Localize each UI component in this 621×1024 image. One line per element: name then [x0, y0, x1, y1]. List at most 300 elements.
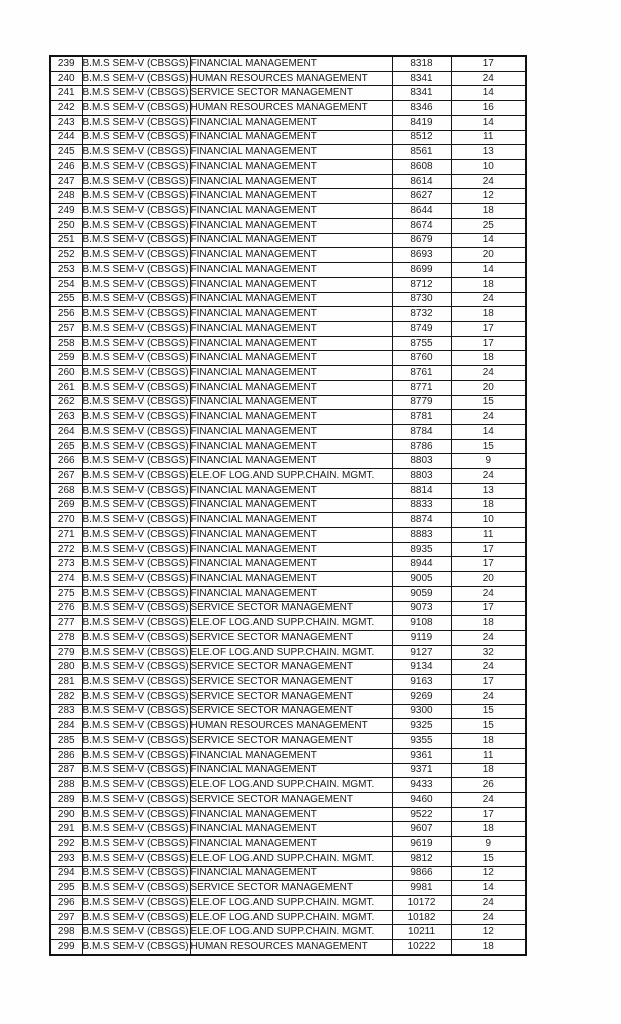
table-row — [50, 351, 526, 366]
cell-subject: FINANCIAL MANAGEMENT — [190, 366, 392, 381]
cell-course: B.M.S SEM-V (CBSGS) — [82, 86, 190, 101]
cell-course: B.M.S SEM-V (CBSGS) — [82, 719, 190, 734]
cell-course: B.M.S SEM-V (CBSGS) — [82, 483, 190, 498]
table-row — [50, 336, 526, 351]
table-row — [50, 763, 526, 778]
cell-seat-no: 9005 — [392, 572, 451, 587]
cell-seat-no: 8771 — [392, 380, 451, 395]
cell-seat-no: 10182 — [392, 910, 451, 925]
cell-sr-no: 243 — [50, 115, 82, 130]
cell-seat-no: 9073 — [392, 601, 451, 616]
cell-subject: SERVICE SECTOR MANAGEMENT — [190, 734, 392, 749]
cell-course: B.M.S SEM-V (CBSGS) — [82, 601, 190, 616]
cell-course: B.M.S SEM-V (CBSGS) — [82, 645, 190, 660]
cell-marks: 18 — [451, 277, 526, 292]
cell-marks: 24 — [451, 660, 526, 675]
table-row — [50, 734, 526, 749]
table-row — [50, 101, 526, 116]
cell-seat-no: 9269 — [392, 689, 451, 704]
cell-subject: FINANCIAL MANAGEMENT — [190, 866, 392, 881]
cell-course: B.M.S SEM-V (CBSGS) — [82, 101, 190, 116]
cell-subject: FINANCIAL MANAGEMENT — [190, 483, 392, 498]
cell-marks: 14 — [451, 424, 526, 439]
cell-seat-no: 9134 — [392, 660, 451, 675]
cell-seat-no: 9119 — [392, 631, 451, 646]
cell-marks: 18 — [451, 734, 526, 749]
cell-sr-no: 264 — [50, 424, 82, 439]
cell-course: B.M.S SEM-V (CBSGS) — [82, 366, 190, 381]
cell-marks: 17 — [451, 336, 526, 351]
cell-marks: 20 — [451, 380, 526, 395]
cell-seat-no: 8755 — [392, 336, 451, 351]
cell-course: B.M.S SEM-V (CBSGS) — [82, 881, 190, 896]
cell-subject: FINANCIAL MANAGEMENT — [190, 395, 392, 410]
cell-course: B.M.S SEM-V (CBSGS) — [82, 660, 190, 675]
cell-marks: 13 — [451, 483, 526, 498]
table-row — [50, 439, 526, 454]
cell-course: B.M.S SEM-V (CBSGS) — [82, 233, 190, 248]
cell-seat-no: 9460 — [392, 792, 451, 807]
cell-course: B.M.S SEM-V (CBSGS) — [82, 586, 190, 601]
table-row — [50, 704, 526, 719]
cell-sr-no: 276 — [50, 601, 82, 616]
cell-seat-no: 10211 — [392, 925, 451, 940]
cell-seat-no: 9127 — [392, 645, 451, 660]
cell-subject: SERVICE SECTOR MANAGEMENT — [190, 792, 392, 807]
results-table-body — [50, 56, 526, 955]
cell-subject: FINANCIAL MANAGEMENT — [190, 307, 392, 322]
table-row — [50, 675, 526, 690]
cell-sr-no: 272 — [50, 542, 82, 557]
cell-marks: 20 — [451, 248, 526, 263]
cell-sr-no: 249 — [50, 204, 82, 219]
cell-subject: HUMAN RESOURCES MANAGEMENT — [190, 940, 392, 955]
cell-sr-no: 298 — [50, 925, 82, 940]
cell-course: B.M.S SEM-V (CBSGS) — [82, 910, 190, 925]
cell-sr-no: 275 — [50, 586, 82, 601]
table-row — [50, 233, 526, 248]
cell-marks: 24 — [451, 910, 526, 925]
cell-marks: 18 — [451, 307, 526, 322]
cell-sr-no: 280 — [50, 660, 82, 675]
cell-sr-no: 259 — [50, 351, 82, 366]
cell-sr-no: 261 — [50, 380, 82, 395]
cell-marks: 32 — [451, 645, 526, 660]
cell-subject: ELE.OF LOG.AND SUPP.CHAIN. MGMT. — [190, 778, 392, 793]
table-row — [50, 380, 526, 395]
cell-sr-no: 268 — [50, 483, 82, 498]
cell-sr-no: 286 — [50, 748, 82, 763]
cell-seat-no: 10172 — [392, 895, 451, 910]
table-row — [50, 528, 526, 543]
cell-subject: FINANCIAL MANAGEMENT — [190, 572, 392, 587]
cell-subject: FINANCIAL MANAGEMENT — [190, 233, 392, 248]
cell-seat-no: 8944 — [392, 557, 451, 572]
cell-marks: 24 — [451, 469, 526, 484]
cell-seat-no: 8614 — [392, 174, 451, 189]
cell-subject: FINANCIAL MANAGEMENT — [190, 204, 392, 219]
table-row — [50, 881, 526, 896]
cell-course: B.M.S SEM-V (CBSGS) — [82, 218, 190, 233]
cell-subject: FINANCIAL MANAGEMENT — [190, 218, 392, 233]
table-row — [50, 719, 526, 734]
cell-course: B.M.S SEM-V (CBSGS) — [82, 410, 190, 425]
cell-subject: FINANCIAL MANAGEMENT — [190, 528, 392, 543]
cell-subject: SERVICE SECTOR MANAGEMENT — [190, 631, 392, 646]
cell-sr-no: 284 — [50, 719, 82, 734]
cell-course: B.M.S SEM-V (CBSGS) — [82, 689, 190, 704]
cell-marks: 12 — [451, 866, 526, 881]
cell-sr-no: 258 — [50, 336, 82, 351]
cell-seat-no: 9619 — [392, 837, 451, 852]
cell-seat-no: 8749 — [392, 321, 451, 336]
table-row — [50, 248, 526, 263]
cell-marks: 17 — [451, 557, 526, 572]
cell-seat-no: 8814 — [392, 483, 451, 498]
table-row — [50, 307, 526, 322]
cell-subject: SERVICE SECTOR MANAGEMENT — [190, 704, 392, 719]
cell-subject: FINANCIAL MANAGEMENT — [190, 748, 392, 763]
cell-subject: ELE.OF LOG.AND SUPP.CHAIN. MGMT. — [190, 616, 392, 631]
table-row — [50, 851, 526, 866]
table-row — [50, 895, 526, 910]
cell-subject: SERVICE SECTOR MANAGEMENT — [190, 675, 392, 690]
cell-seat-no: 8730 — [392, 292, 451, 307]
cell-course: B.M.S SEM-V (CBSGS) — [82, 263, 190, 278]
table-row — [50, 174, 526, 189]
cell-sr-no: 250 — [50, 218, 82, 233]
table-row — [50, 395, 526, 410]
cell-seat-no: 8874 — [392, 513, 451, 528]
table-row — [50, 424, 526, 439]
cell-marks: 10 — [451, 513, 526, 528]
cell-sr-no: 251 — [50, 233, 82, 248]
table-row — [50, 910, 526, 925]
cell-sr-no: 245 — [50, 145, 82, 160]
cell-sr-no: 254 — [50, 277, 82, 292]
cell-sr-no: 269 — [50, 498, 82, 513]
cell-seat-no: 8883 — [392, 528, 451, 543]
cell-marks: 11 — [451, 130, 526, 145]
table-row — [50, 601, 526, 616]
cell-sr-no: 271 — [50, 528, 82, 543]
cell-sr-no: 240 — [50, 71, 82, 86]
cell-seat-no: 8699 — [392, 263, 451, 278]
table-row — [50, 483, 526, 498]
results-table — [49, 55, 527, 956]
cell-marks: 18 — [451, 204, 526, 219]
table-row — [50, 822, 526, 837]
cell-sr-no: 296 — [50, 895, 82, 910]
cell-course: B.M.S SEM-V (CBSGS) — [82, 616, 190, 631]
cell-course: B.M.S SEM-V (CBSGS) — [82, 174, 190, 189]
table-row — [50, 115, 526, 130]
cell-seat-no: 8833 — [392, 498, 451, 513]
cell-marks: 16 — [451, 101, 526, 116]
cell-subject: FINANCIAL MANAGEMENT — [190, 763, 392, 778]
cell-subject: FINANCIAL MANAGEMENT — [190, 292, 392, 307]
cell-seat-no: 8341 — [392, 86, 451, 101]
cell-sr-no: 260 — [50, 366, 82, 381]
table-row — [50, 645, 526, 660]
cell-seat-no: 8627 — [392, 189, 451, 204]
table-row — [50, 792, 526, 807]
cell-marks: 18 — [451, 822, 526, 837]
cell-seat-no: 9300 — [392, 704, 451, 719]
cell-subject: FINANCIAL MANAGEMENT — [190, 56, 392, 71]
cell-course: B.M.S SEM-V (CBSGS) — [82, 160, 190, 175]
cell-course: B.M.S SEM-V (CBSGS) — [82, 424, 190, 439]
cell-marks: 15 — [451, 395, 526, 410]
cell-course: B.M.S SEM-V (CBSGS) — [82, 763, 190, 778]
table-row — [50, 572, 526, 587]
cell-marks: 18 — [451, 351, 526, 366]
cell-seat-no: 8346 — [392, 101, 451, 116]
table-row — [50, 748, 526, 763]
cell-course: B.M.S SEM-V (CBSGS) — [82, 528, 190, 543]
cell-marks: 14 — [451, 233, 526, 248]
cell-sr-no: 277 — [50, 616, 82, 631]
cell-course: B.M.S SEM-V (CBSGS) — [82, 822, 190, 837]
cell-marks: 9 — [451, 837, 526, 852]
cell-subject: SERVICE SECTOR MANAGEMENT — [190, 881, 392, 896]
table-row — [50, 292, 526, 307]
table-row — [50, 160, 526, 175]
cell-subject: FINANCIAL MANAGEMENT — [190, 837, 392, 852]
cell-course: B.M.S SEM-V (CBSGS) — [82, 380, 190, 395]
cell-seat-no: 8512 — [392, 130, 451, 145]
cell-sr-no: 247 — [50, 174, 82, 189]
cell-course: B.M.S SEM-V (CBSGS) — [82, 792, 190, 807]
cell-subject: ELE.OF LOG.AND SUPP.CHAIN. MGMT. — [190, 851, 392, 866]
cell-marks: 24 — [451, 71, 526, 86]
cell-marks: 18 — [451, 616, 526, 631]
table-row — [50, 778, 526, 793]
cell-course: B.M.S SEM-V (CBSGS) — [82, 56, 190, 71]
cell-seat-no: 9325 — [392, 719, 451, 734]
cell-course: B.M.S SEM-V (CBSGS) — [82, 321, 190, 336]
cell-sr-no: 239 — [50, 56, 82, 71]
cell-course: B.M.S SEM-V (CBSGS) — [82, 866, 190, 881]
cell-subject: FINANCIAL MANAGEMENT — [190, 263, 392, 278]
cell-marks: 18 — [451, 763, 526, 778]
cell-sr-no: 253 — [50, 263, 82, 278]
cell-subject: FINANCIAL MANAGEMENT — [190, 115, 392, 130]
cell-course: B.M.S SEM-V (CBSGS) — [82, 454, 190, 469]
cell-sr-no: 285 — [50, 734, 82, 749]
cell-seat-no: 8779 — [392, 395, 451, 410]
cell-marks: 17 — [451, 56, 526, 71]
cell-sr-no: 242 — [50, 101, 82, 116]
cell-subject: FINANCIAL MANAGEMENT — [190, 380, 392, 395]
cell-subject: ELE.OF LOG.AND SUPP.CHAIN. MGMT. — [190, 910, 392, 925]
cell-subject: FINANCIAL MANAGEMENT — [190, 542, 392, 557]
cell-course: B.M.S SEM-V (CBSGS) — [82, 145, 190, 160]
cell-seat-no: 8760 — [392, 351, 451, 366]
cell-seat-no: 8786 — [392, 439, 451, 454]
cell-subject: HUMAN RESOURCES MANAGEMENT — [190, 71, 392, 86]
cell-seat-no: 8561 — [392, 145, 451, 160]
cell-course: B.M.S SEM-V (CBSGS) — [82, 292, 190, 307]
cell-seat-no: 8781 — [392, 410, 451, 425]
cell-seat-no: 8341 — [392, 71, 451, 86]
cell-marks: 10 — [451, 160, 526, 175]
cell-course: B.M.S SEM-V (CBSGS) — [82, 734, 190, 749]
cell-course: B.M.S SEM-V (CBSGS) — [82, 557, 190, 572]
table-row — [50, 469, 526, 484]
cell-course: B.M.S SEM-V (CBSGS) — [82, 307, 190, 322]
cell-subject: FINANCIAL MANAGEMENT — [190, 130, 392, 145]
cell-course: B.M.S SEM-V (CBSGS) — [82, 248, 190, 263]
cell-marks: 15 — [451, 439, 526, 454]
cell-sr-no: 270 — [50, 513, 82, 528]
table-row — [50, 454, 526, 469]
cell-marks: 14 — [451, 86, 526, 101]
cell-marks: 14 — [451, 263, 526, 278]
cell-subject: FINANCIAL MANAGEMENT — [190, 454, 392, 469]
cell-seat-no: 8674 — [392, 218, 451, 233]
cell-course: B.M.S SEM-V (CBSGS) — [82, 704, 190, 719]
cell-course: B.M.S SEM-V (CBSGS) — [82, 498, 190, 513]
cell-seat-no: 9059 — [392, 586, 451, 601]
cell-sr-no: 281 — [50, 675, 82, 690]
cell-sr-no: 262 — [50, 395, 82, 410]
table-row — [50, 513, 526, 528]
cell-sr-no: 287 — [50, 763, 82, 778]
cell-sr-no: 299 — [50, 940, 82, 955]
cell-sr-no: 266 — [50, 454, 82, 469]
cell-sr-no: 293 — [50, 851, 82, 866]
cell-course: B.M.S SEM-V (CBSGS) — [82, 336, 190, 351]
cell-subject: FINANCIAL MANAGEMENT — [190, 424, 392, 439]
cell-marks: 17 — [451, 542, 526, 557]
cell-subject: FINANCIAL MANAGEMENT — [190, 248, 392, 263]
cell-marks: 24 — [451, 410, 526, 425]
cell-course: B.M.S SEM-V (CBSGS) — [82, 189, 190, 204]
cell-marks: 24 — [451, 366, 526, 381]
cell-subject: SERVICE SECTOR MANAGEMENT — [190, 601, 392, 616]
cell-course: B.M.S SEM-V (CBSGS) — [82, 130, 190, 145]
cell-subject: FINANCIAL MANAGEMENT — [190, 277, 392, 292]
cell-course: B.M.S SEM-V (CBSGS) — [82, 115, 190, 130]
table-row — [50, 263, 526, 278]
cell-seat-no: 9607 — [392, 822, 451, 837]
cell-course: B.M.S SEM-V (CBSGS) — [82, 542, 190, 557]
cell-seat-no: 8419 — [392, 115, 451, 130]
cell-course: B.M.S SEM-V (CBSGS) — [82, 675, 190, 690]
cell-sr-no: 263 — [50, 410, 82, 425]
cell-seat-no: 9355 — [392, 734, 451, 749]
table-row — [50, 130, 526, 145]
cell-course: B.M.S SEM-V (CBSGS) — [82, 71, 190, 86]
cell-course: B.M.S SEM-V (CBSGS) — [82, 277, 190, 292]
cell-marks: 12 — [451, 925, 526, 940]
cell-seat-no: 9522 — [392, 807, 451, 822]
cell-subject: ELE.OF LOG.AND SUPP.CHAIN. MGMT. — [190, 469, 392, 484]
cell-sr-no: 241 — [50, 86, 82, 101]
cell-seat-no: 8644 — [392, 204, 451, 219]
table-row — [50, 410, 526, 425]
table-row — [50, 321, 526, 336]
cell-sr-no: 255 — [50, 292, 82, 307]
cell-marks: 24 — [451, 689, 526, 704]
cell-seat-no: 8318 — [392, 56, 451, 71]
table-row — [50, 660, 526, 675]
table-row — [50, 940, 526, 955]
cell-seat-no: 9108 — [392, 616, 451, 631]
cell-seat-no: 8693 — [392, 248, 451, 263]
table-row — [50, 837, 526, 852]
cell-sr-no: 252 — [50, 248, 82, 263]
cell-marks: 11 — [451, 528, 526, 543]
table-row — [50, 631, 526, 646]
cell-course: B.M.S SEM-V (CBSGS) — [82, 807, 190, 822]
cell-seat-no: 8784 — [392, 424, 451, 439]
cell-course: B.M.S SEM-V (CBSGS) — [82, 469, 190, 484]
cell-course: B.M.S SEM-V (CBSGS) — [82, 631, 190, 646]
cell-course: B.M.S SEM-V (CBSGS) — [82, 895, 190, 910]
cell-subject: FINANCIAL MANAGEMENT — [190, 351, 392, 366]
cell-sr-no: 290 — [50, 807, 82, 822]
table-row — [50, 366, 526, 381]
cell-course: B.M.S SEM-V (CBSGS) — [82, 572, 190, 587]
cell-course: B.M.S SEM-V (CBSGS) — [82, 778, 190, 793]
cell-marks: 15 — [451, 851, 526, 866]
cell-subject: FINANCIAL MANAGEMENT — [190, 174, 392, 189]
cell-marks: 11 — [451, 748, 526, 763]
cell-subject: FINANCIAL MANAGEMENT — [190, 336, 392, 351]
cell-course: B.M.S SEM-V (CBSGS) — [82, 748, 190, 763]
cell-marks: 13 — [451, 145, 526, 160]
cell-seat-no: 9866 — [392, 866, 451, 881]
cell-seat-no: 9163 — [392, 675, 451, 690]
cell-subject: ELE.OF LOG.AND SUPP.CHAIN. MGMT. — [190, 645, 392, 660]
cell-marks: 20 — [451, 572, 526, 587]
cell-seat-no: 9981 — [392, 881, 451, 896]
cell-course: B.M.S SEM-V (CBSGS) — [82, 940, 190, 955]
cell-course: B.M.S SEM-V (CBSGS) — [82, 837, 190, 852]
cell-subject: FINANCIAL MANAGEMENT — [190, 498, 392, 513]
cell-sr-no: 294 — [50, 866, 82, 881]
cell-sr-no: 292 — [50, 837, 82, 852]
cell-subject: SERVICE SECTOR MANAGEMENT — [190, 86, 392, 101]
cell-marks: 9 — [451, 454, 526, 469]
table-row — [50, 277, 526, 292]
cell-marks: 24 — [451, 792, 526, 807]
cell-marks: 17 — [451, 321, 526, 336]
cell-marks: 24 — [451, 174, 526, 189]
cell-sr-no: 265 — [50, 439, 82, 454]
cell-seat-no: 8803 — [392, 454, 451, 469]
cell-subject: SERVICE SECTOR MANAGEMENT — [190, 660, 392, 675]
cell-marks: 24 — [451, 895, 526, 910]
cell-seat-no: 8935 — [392, 542, 451, 557]
table-row — [50, 866, 526, 881]
cell-sr-no: 288 — [50, 778, 82, 793]
cell-marks: 17 — [451, 807, 526, 822]
cell-subject: FINANCIAL MANAGEMENT — [190, 439, 392, 454]
cell-subject: SERVICE SECTOR MANAGEMENT — [190, 689, 392, 704]
cell-seat-no: 8712 — [392, 277, 451, 292]
cell-marks: 12 — [451, 189, 526, 204]
cell-seat-no: 9371 — [392, 763, 451, 778]
table-row — [50, 71, 526, 86]
cell-subject: FINANCIAL MANAGEMENT — [190, 321, 392, 336]
cell-sr-no: 246 — [50, 160, 82, 175]
cell-subject: FINANCIAL MANAGEMENT — [190, 807, 392, 822]
cell-sr-no: 256 — [50, 307, 82, 322]
cell-sr-no: 297 — [50, 910, 82, 925]
